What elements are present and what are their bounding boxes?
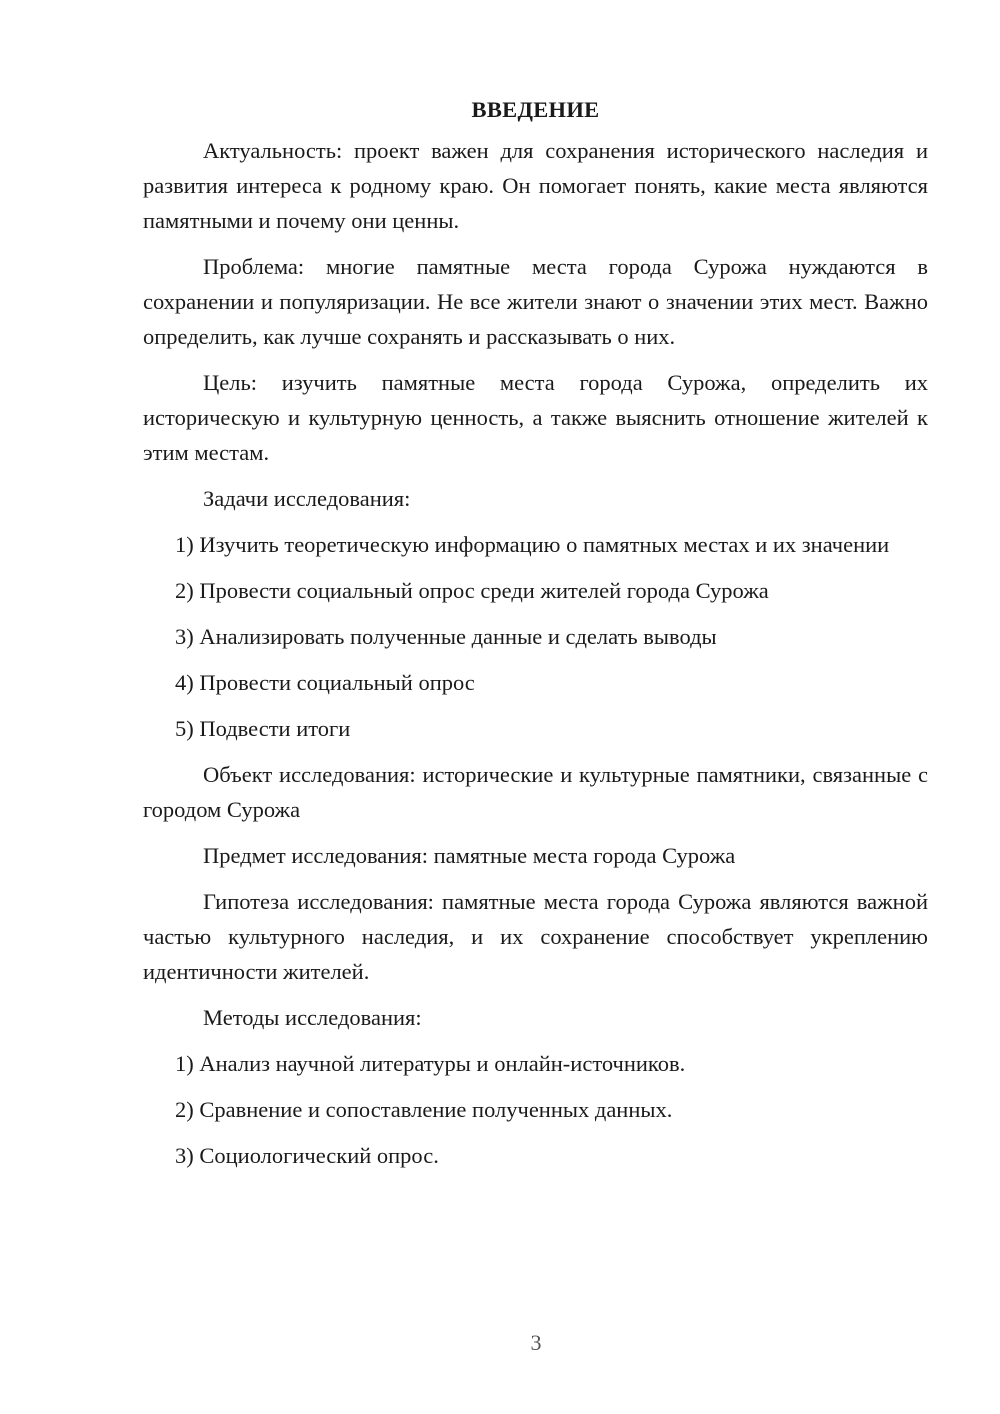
page-title: ВВЕДЕНИЕ — [471, 97, 600, 122]
method-item-3: 3) Социологический опрос. — [175, 1143, 439, 1168]
document-page — [143, 92, 928, 1184]
task-item-5: 5) Подвести итоги — [175, 716, 351, 741]
task-item-1: 1) Изучить теоретическую информацию о памятных местах и их значении — [175, 532, 890, 557]
methods-heading: Методы исследования: — [203, 1005, 422, 1030]
problem-paragraph: Проблема: многие памятные места города Сурожа нуждаются в сохранении и популяризации. Не все жители знают о значении этих мест. Важно определить, как лучше сохранять и рассказывать о них. — [143, 254, 928, 349]
task-item-3: 3) Анализировать полученные данные и сделать выводы — [175, 624, 717, 649]
hypothesis-paragraph: Гипотеза исследования: памятные места города Сурожа являются важной частью культурного наследия, и их сохранение способствует укреплению идентичности жителей. — [143, 889, 928, 984]
method-item-2: 2) Сравнение и сопоставление полученных данных. — [175, 1097, 673, 1122]
object-paragraph: Объект исследования: исторические и культурные памятники, связанные с городом Сурожа — [143, 762, 928, 822]
page-number: 3 — [530, 1330, 542, 1355]
method-item-1: 1) Анализ научной литературы и онлайн-источников. — [175, 1051, 686, 1076]
task-item-4: 4) Провести социальный опрос — [175, 670, 475, 695]
goal-paragraph: Цель: изучить памятные места города Сурожа, определить их историческую и культурную ценность, а также выяснить отношение жителей к этим местам. — [143, 370, 928, 465]
tasks-heading: Задачи исследования: — [203, 486, 411, 511]
task-item-2: 2) Провести социальный опрос среди жителей города Сурожа — [175, 578, 769, 603]
relevance-paragraph: Актуальность: проект важен для сохранения исторического наследия и развития интереса к родному краю. Он помогает понять, какие места являются памятными и почему они ценны. — [143, 138, 928, 233]
subject-paragraph: Предмет исследования: памятные места города Сурожа — [203, 843, 736, 868]
